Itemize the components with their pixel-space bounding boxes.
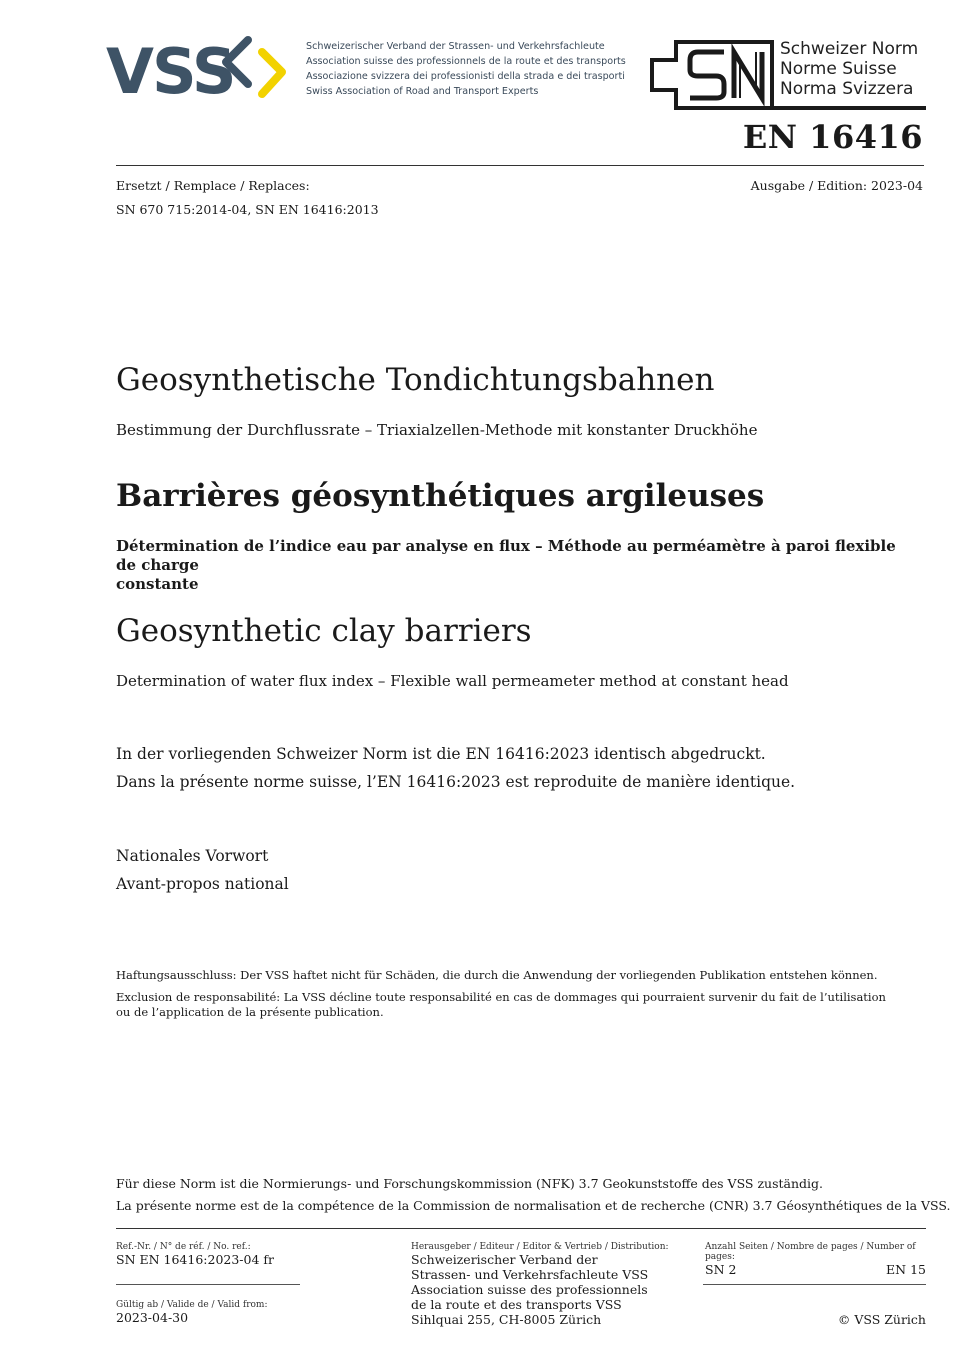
edition: Ausgabe / Edition: 2023-04 — [750, 178, 923, 193]
copyright: © VSS Zürich — [837, 1312, 926, 1327]
footer-valid-block — [116, 1300, 267, 1325]
vss-logo — [106, 34, 288, 100]
footer-publisher-block — [411, 1242, 669, 1327]
footer-ref-block — [116, 1242, 274, 1267]
subtitle-fr-line-2: constante — [116, 575, 199, 593]
pages-sn: SN 2 — [705, 1262, 737, 1277]
header-rule — [116, 165, 924, 166]
subtitle-en: Determination of water flux index – Flexible wall permeameter method at constant head — [116, 672, 789, 690]
replaces-label: Ersetzt / Remplace / Replaces: — [116, 178, 310, 193]
standard-number: EN 16416 — [742, 118, 923, 156]
association-line-it: Associazione svizzera dei professionisti della strada e dei trasporti — [306, 71, 625, 82]
competence-de: Für diese Norm ist die Normierungs- und Forschungskommission (NFK) 3.7 Geokunststoffe des VSS zuständig. — [116, 1176, 824, 1191]
vss-logo-text: VSS — [106, 35, 235, 100]
publisher-line: Association suisse des professionnels — [411, 1282, 648, 1297]
association-names — [306, 39, 626, 99]
sn-name-de: Schweizer Norm — [780, 39, 919, 59]
disclaimer-fr-line-1: Exclusion de responsabilité: La VSS décline toute responsabilité en cas de dommages qui pourraient survenir du fait de l’utilisation — [116, 990, 886, 1004]
association-line-en: Swiss Association of Road and Transport Experts — [306, 86, 539, 97]
sn-letters-icon — [690, 52, 724, 98]
pages-divider — [703, 1284, 926, 1285]
replaces-value: SN 670 715:2014-04, SN EN 16416:2013 — [116, 202, 379, 217]
competence-fr: La présente norme est de la compétence de la Commission de normalisation et de recherche (CNR) 3.7 Géosynthétiques de la VSS. — [116, 1198, 951, 1213]
vss-chevron-yellow — [262, 52, 282, 94]
subtitle-fr-line-1: Détermination de l’indice eau par analyse en flux – Méthode au perméamètre à paroi flexible de charge — [116, 537, 896, 574]
disclaimer-fr-line-2: ou de l’application de la présente publication. — [116, 1005, 384, 1019]
valid-label: Gültig ab / Valide de / Valid from: — [116, 1300, 268, 1310]
title-en: Geosynthetic clay barriers — [116, 613, 532, 649]
publisher-line: de la route et des transports VSS — [411, 1297, 622, 1312]
disclaimer-de: Haftungsausschluss: Der VSS haftet nicht für Schäden, die durch die Anwendung der vorliegenden Publikation entstehen können. — [116, 968, 878, 982]
sn-names — [780, 39, 918, 99]
ref-value: SN EN 16416:2023-04 fr — [116, 1252, 275, 1267]
identical-note-de: In der vorliegenden Schweizer Norm ist die EN 16416:2023 identisch abgedruckt. — [116, 745, 766, 763]
subtitle-de: Bestimmung der Durchflussrate – Triaxialzellen-Methode mit konstanter Druckhöhe — [116, 421, 758, 439]
footer-pages-block — [705, 1242, 926, 1277]
pages-label: Anzahl Seiten / Nombre de pages / Number of pages: — [705, 1242, 916, 1262]
association-line-de: Schweizerischer Verband der Strassen- und Verkehrsfachleute — [306, 41, 605, 52]
subtitle-fr — [116, 537, 916, 594]
foreword-de: Nationales Vorwort — [116, 847, 269, 865]
publisher-line: Strassen- und Verkehrsfachleute VSS — [411, 1267, 649, 1282]
publisher-line: Schweizerischer Verband der — [411, 1252, 598, 1267]
footer-rule — [116, 1228, 926, 1229]
ref-divider — [116, 1284, 300, 1285]
valid-value: 2023-04-30 — [116, 1310, 189, 1325]
pages-en: EN 15 — [886, 1262, 926, 1277]
association-line-fr: Association suisse des professionnels de la route et des transports — [306, 56, 626, 67]
title-de: Geosynthetische Tondichtungsbahnen — [116, 362, 715, 398]
foreword-fr: Avant-propos national — [116, 875, 289, 893]
publisher-line: Sihlquai 255, CH-8005 Zürich — [411, 1312, 602, 1327]
title-fr: Barrières géosynthétiques argileuses — [116, 478, 765, 514]
ref-label: Ref.-Nr. / N° de réf. / No. ref.: — [116, 1242, 251, 1252]
sn-name-fr: Norme Suisse — [780, 59, 897, 79]
disclaimer-fr — [116, 990, 886, 1020]
identical-note-fr: Dans la présente norme suisse, l’EN 16416:2023 est reproduite de manière identique. — [116, 773, 796, 791]
sn-name-it: Norma Svizzera — [780, 79, 914, 99]
publisher-label: Herausgeber / Editeur / Editor & Vertrieb / Distribution: — [411, 1242, 669, 1252]
